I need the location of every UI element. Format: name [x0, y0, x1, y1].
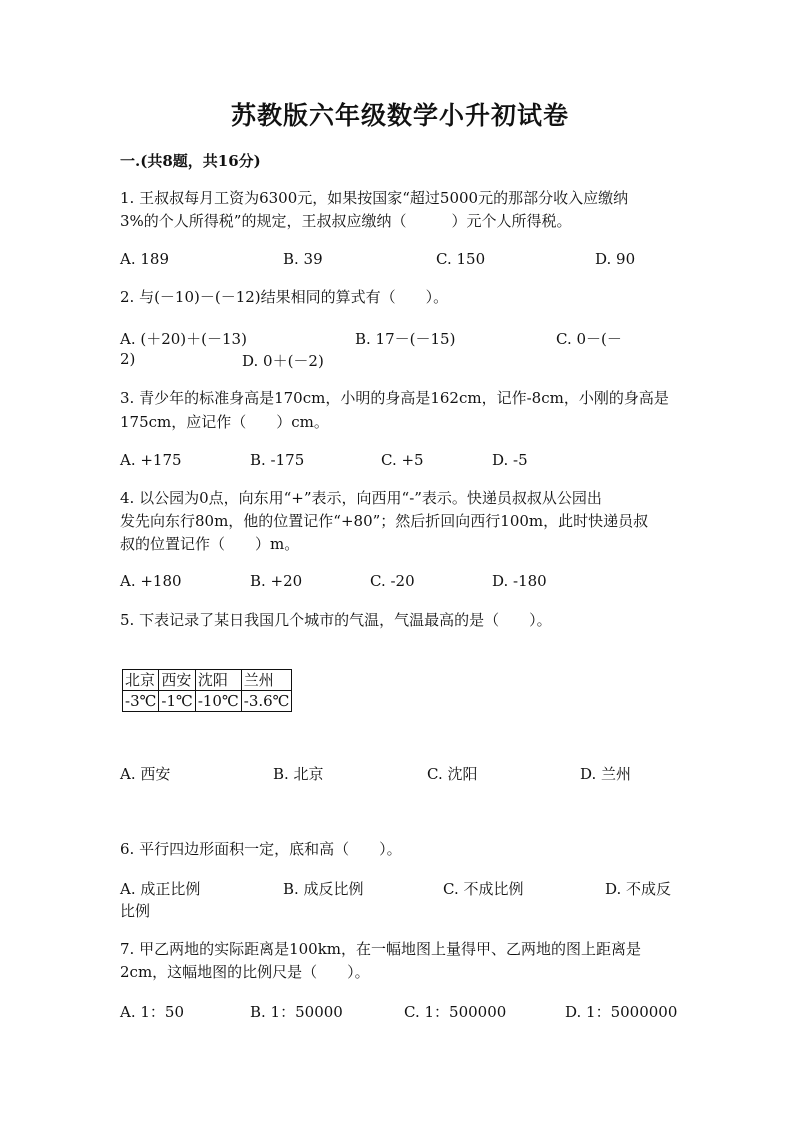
question-5-option-c: C. 沈阳: [427, 765, 478, 783]
table-cell-temperature: -3.6℃: [241, 691, 292, 712]
question-3-option-c: C. +5: [381, 451, 424, 469]
question-3-option-b: B. -175: [250, 451, 305, 469]
section-heading: 一.(共8题，共16分): [120, 152, 261, 170]
question-4-text-line-3: 叔的位置记作（ ）m。: [120, 535, 300, 553]
question-1-text-line-1: 1. 王叔叔每月工资为6300元，如果按国家“超过5000元的那部分收入应缴纳: [120, 189, 629, 207]
question-4-option-a: A. +180: [120, 572, 182, 590]
question-1-option-d: D. 90: [595, 250, 636, 268]
question-6-option-b: B. 成反比例: [283, 880, 364, 898]
table-cell-city: 北京: [123, 670, 159, 691]
question-3-option-a: A. +175: [120, 451, 182, 469]
question-4-option-b: B. +20: [250, 572, 303, 590]
question-6-text-line-1: 6. 平行四边形面积一定，底和高（ ）。: [120, 840, 402, 858]
question-6-option-c: C. 不成比例: [443, 880, 524, 898]
table-cell-city: 西安: [159, 670, 195, 691]
question-4-text-line-2: 发先向东行80m，他的位置记作“+80”；然后折回向西行100m，此时快递员叔: [120, 512, 649, 530]
question-5-option-b: B. 北京: [273, 765, 324, 783]
question-5-text-line-1: 5. 下表记录了某日我国几个城市的气温，气温最高的是（ ）。: [120, 611, 552, 629]
question-2-option-a: A. (＋20)＋(－13): [120, 330, 247, 348]
question-6-option-d-continued: 比例: [120, 902, 151, 920]
question-1-option-b: B. 39: [283, 250, 323, 268]
question-1-text-line-2: 3%的个人所得税”的规定，王叔叔应缴纳（ ）元个人所得税。: [120, 212, 572, 230]
question-3-text-line-2: 175cm，应记作（ ）cm。: [120, 413, 329, 431]
question-3-text-line-1: 3. 青少年的标准身高是170cm，小明的身高是162cm，记作-8cm，小刚的身高是: [120, 389, 669, 407]
question-6-option-a: A. 成正比例: [120, 880, 201, 898]
question-7-option-a: A. 1：50: [120, 1003, 184, 1021]
table-cell-temperature: -10℃: [195, 691, 241, 712]
question-7-text-line-1: 7. 甲乙两地的实际距离是100km，在一幅地图上量得甲、乙两地的图上距离是: [120, 940, 642, 958]
question-7-text-line-2: 2cm，这幅地图的比例尺是（ ）。: [120, 963, 370, 981]
table-cell-city: 兰州: [241, 670, 292, 691]
question-2-option-b: B. 17－(－15): [355, 330, 456, 348]
question-6-option-d: D. 不成反: [605, 880, 672, 898]
question-4-option-c: C. -20: [370, 572, 415, 590]
temperature-table: [122, 669, 292, 712]
question-1-option-a: A. 189: [120, 250, 169, 268]
question-4-text-line-1: 4. 以公园为0点，向东用“+”表示，向西用“-”表示。快递员叔叔从公园出: [120, 489, 602, 507]
question-3-option-d: D. -5: [492, 451, 528, 469]
question-5-option-a: A. 西安: [120, 765, 171, 783]
table-row-temperatures: [123, 691, 292, 712]
table-cell-temperature: -3℃: [123, 691, 159, 712]
question-2-text-line-1: 2. 与(－10)－(－12)结果相同的算式有（ ）。: [120, 288, 449, 306]
table-row-cities: [123, 670, 292, 691]
question-2-option-c-continued: 2): [120, 350, 136, 368]
table-cell-temperature: -1℃: [159, 691, 195, 712]
question-2-option-c: C. 0－(－: [556, 330, 622, 348]
question-7-option-c: C. 1：500000: [404, 1003, 507, 1021]
question-7-option-b: B. 1：50000: [250, 1003, 343, 1021]
question-7-option-d: D. 1：5000000: [565, 1003, 678, 1021]
page-title: 苏教版六年级数学小升初试卷: [230, 101, 569, 130]
table-cell-city: 沈阳: [195, 670, 241, 691]
question-5-option-d: D. 兰州: [580, 765, 632, 783]
question-4-option-d: D. -180: [492, 572, 547, 590]
question-2-option-d: D. 0＋(－2): [242, 352, 324, 370]
question-1-option-c: C. 150: [436, 250, 486, 268]
